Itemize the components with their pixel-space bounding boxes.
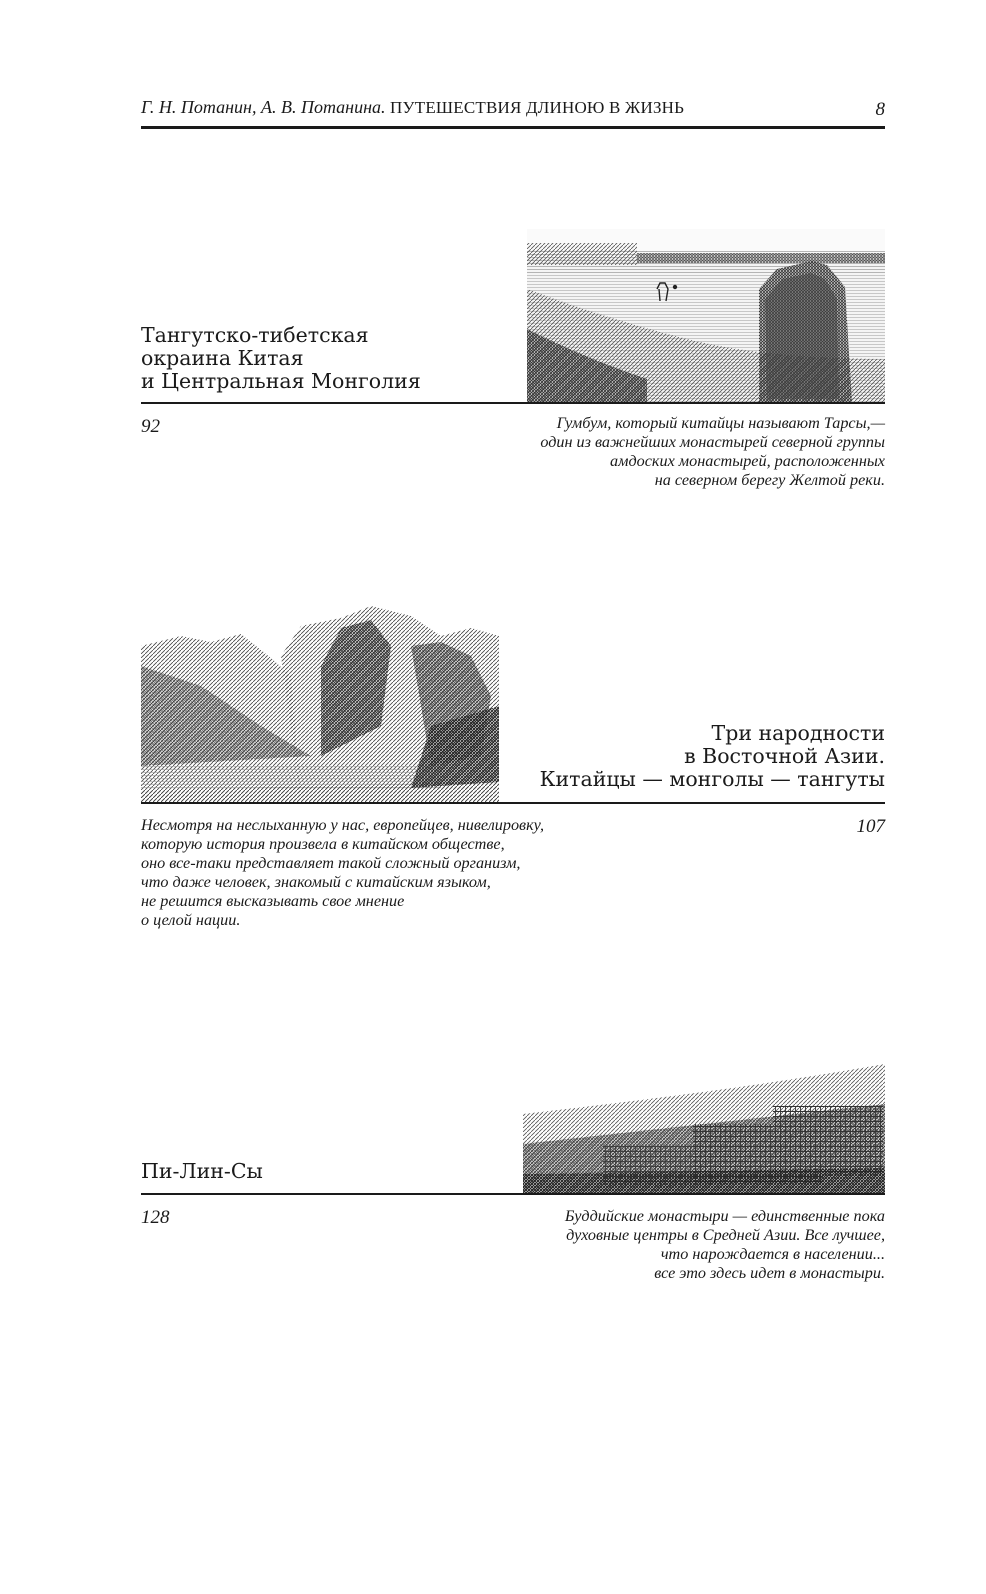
caption-line: Гумбум, который китайцы называют Тарсы,— [556,414,885,432]
page-number: 8 [875,99,885,120]
section-page-1: 92 [141,416,160,437]
engraving-gumbum-monastery [527,229,885,403]
header-rule [141,126,885,129]
section-rule-2 [141,802,885,804]
caption-line: амдоских монастырей, расположенных [610,452,885,470]
header-authors [141,97,684,118]
section-page-2: 107 [856,816,885,837]
caption-line: о целой нации. [141,911,241,929]
engraving-pi-lin-sy-monastery [523,1064,885,1194]
title-line: в Восточной Азии. [684,744,885,768]
header-book-title: ПУТЕШЕСТВИЯ ДЛИНОЮ В ЖИЗНЬ [390,98,685,117]
section-title-2 [540,722,885,791]
title-line: Тангутско-тибетская [141,323,369,347]
caption-line: все это здесь идет в монастыри. [654,1264,885,1282]
section-rule-3 [141,1193,885,1195]
section-caption-1 [540,414,885,490]
title-line: Китайцы — монголы — тангуты [539,767,885,791]
section-title-1 [141,324,421,393]
caption-line: Буддийские монастыри — единственные пока [564,1207,885,1225]
caption-line: которую история произвела в китайском обществе, [141,835,505,853]
title-line: Пи-Лин-Сы [141,1159,263,1183]
caption-line: что нарождается в населении... [660,1245,885,1263]
caption-line: духовные центры в Средней Азии. Все лучшее, [566,1226,885,1244]
title-line: Три народности [711,721,885,745]
running-header [141,97,885,127]
title-line: окраина Китая [141,346,304,370]
caption-line: Несмотря на неслыханную у нас, европейцев, нивелировку, [141,816,545,834]
header-authors-text: Г. Н. Потанин, А. В. Потанина. [141,97,386,117]
caption-line: оно все-таки представляет такой сложный организм, [141,854,521,872]
section-title-3 [141,1160,263,1183]
section-rule-1 [141,402,885,404]
section-caption-2 [141,816,544,930]
caption-line: не решится высказывать свое мнение [141,892,405,910]
title-line: и Центральная Монголия [141,369,421,393]
section-page-3: 128 [141,1207,170,1228]
section-caption-3 [565,1207,885,1283]
caption-line: один из важнейших монастырей северной группы [540,433,885,451]
caption-line: что даже человек, знакомый с китайским языком, [141,873,491,891]
caption-line: на северном берегу Желтой реки. [654,471,885,489]
engraving-mountain-valley [141,606,499,802]
